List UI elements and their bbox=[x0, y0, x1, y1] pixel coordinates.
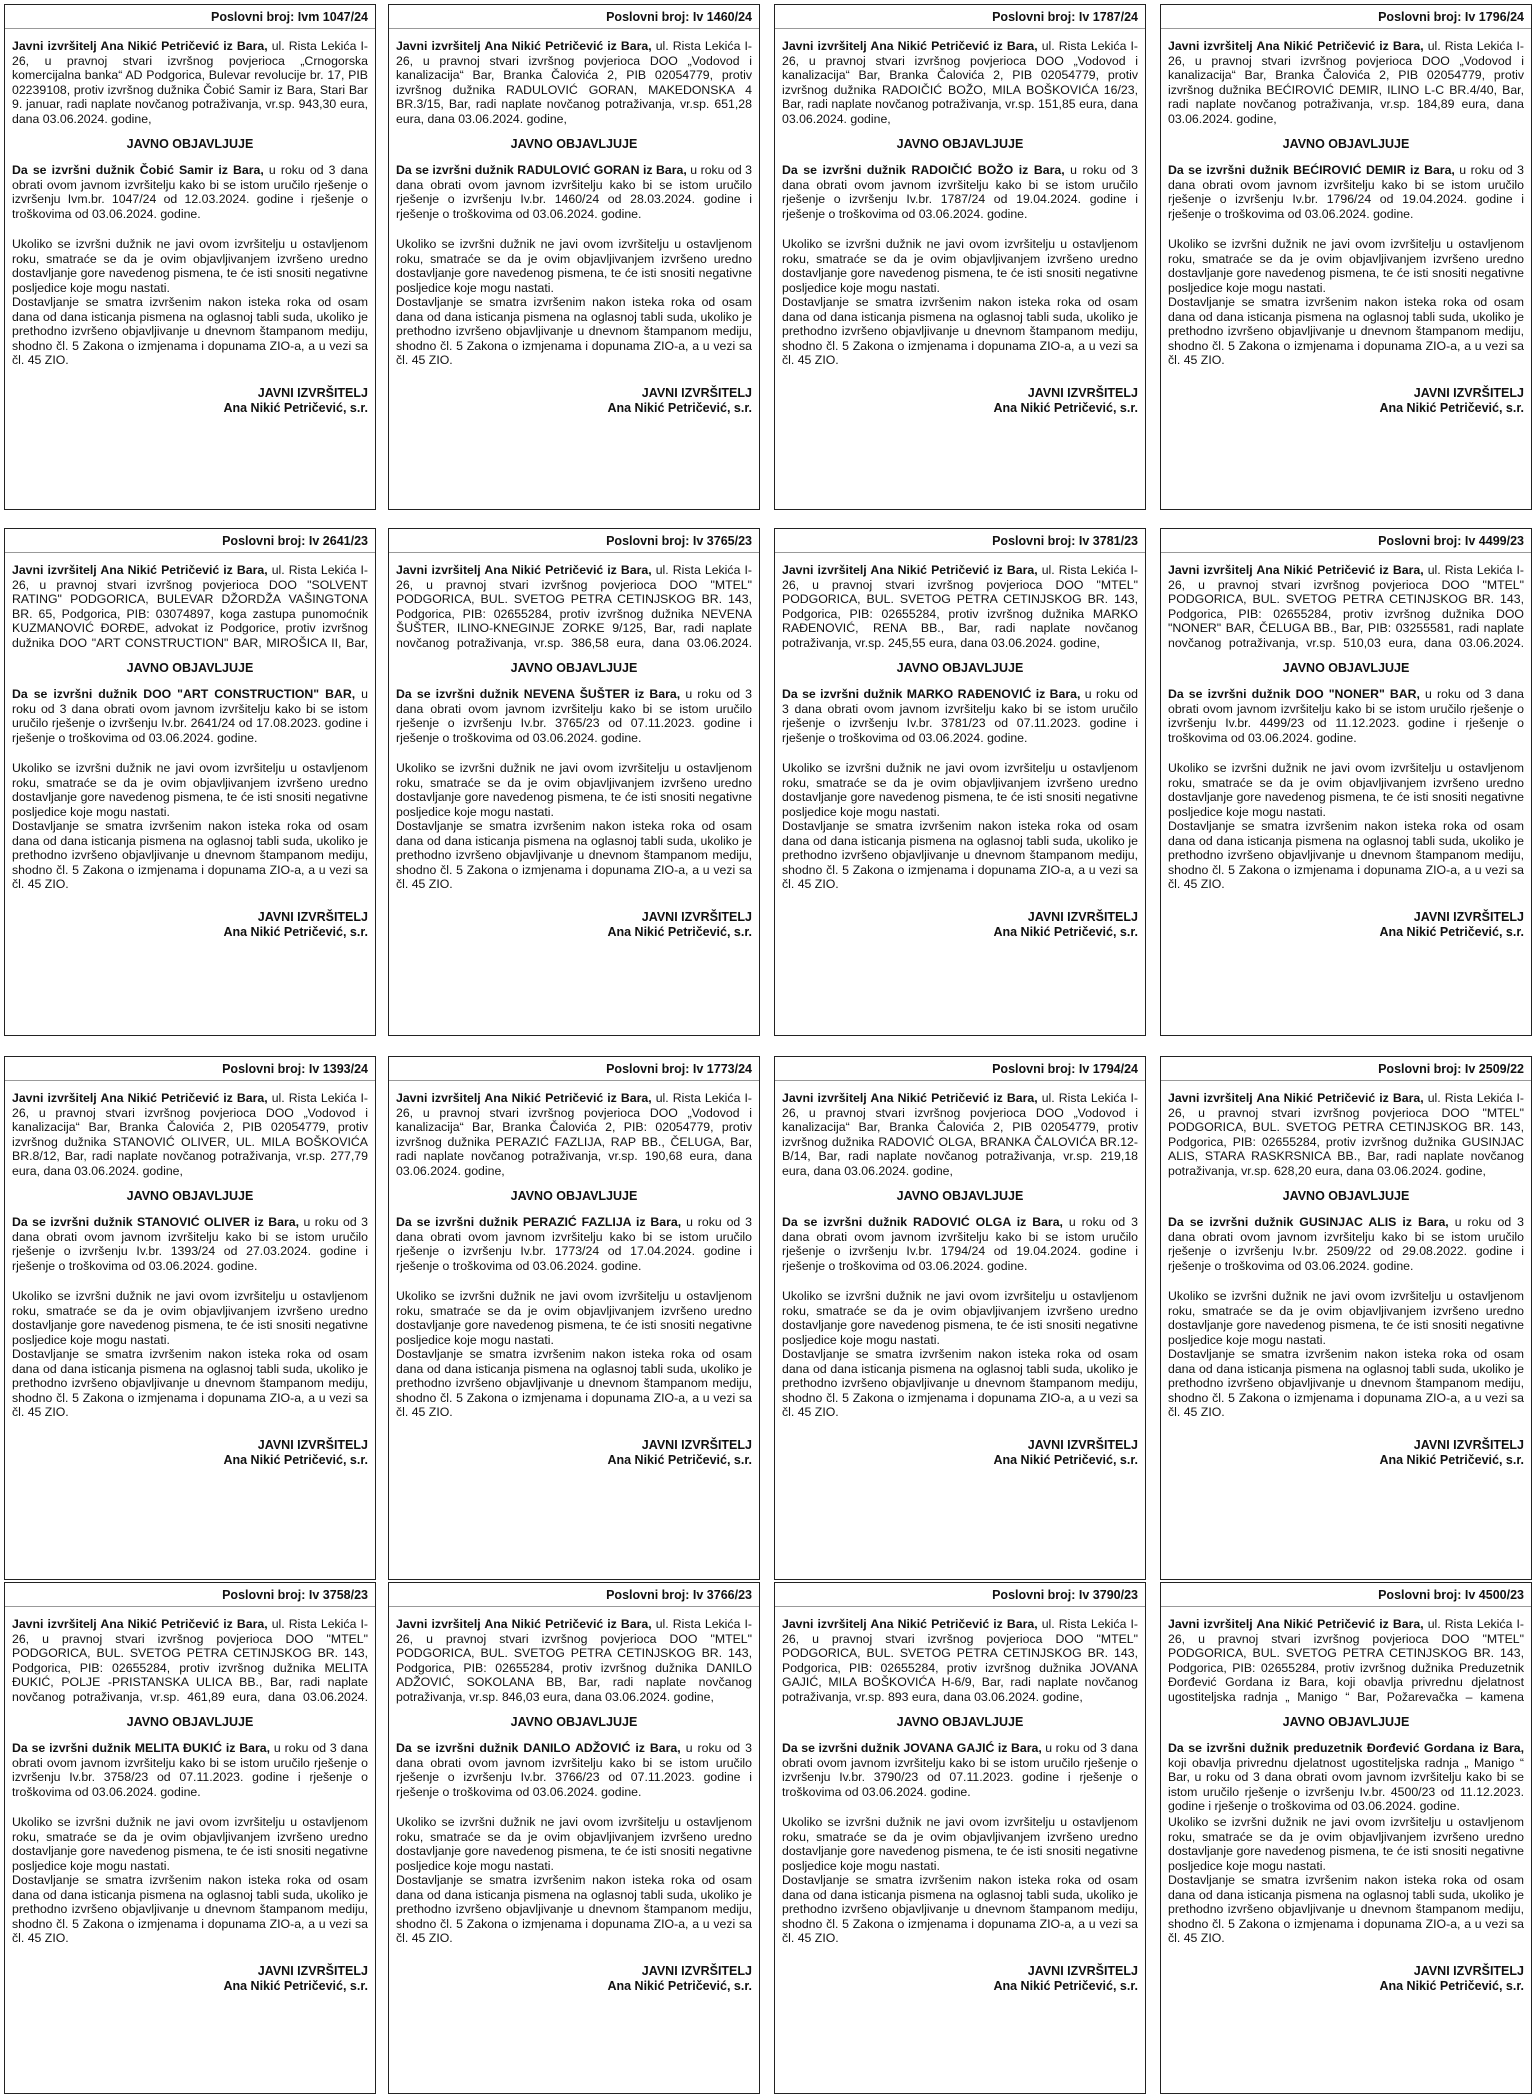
notice-signature bbox=[396, 910, 752, 940]
notice-paragraph-delivery: Dostavljanje se smatra izvršenim nakon isteka roka od osam dana od dana isticanja pismena na oglasnoj tabli suda, ukoliko je prethodno izvršeno objavljivanje u dnevnom štampanom mediju, shodno čl. 5 Zakona o izmjenama i dopunama ZIO-a, a u vezi sa čl. 45 ZIO. bbox=[782, 1347, 1138, 1420]
signature-name: Ana Nikić Petričević, s.r. bbox=[1379, 401, 1524, 415]
notice-intro bbox=[782, 1617, 1138, 1705]
notice-paragraph-delivery: Dostavljanje se smatra izvršenim nakon isteka roka od osam dana od dana isticanja pismena na oglasnoj tabli suda, ukoliko je prethodno izvršeno objavljivanje u dnevnom štampanom mediju, shodno čl. 5 Zakona o izmjenama i dopunama ZIO-a, a u vezi sa čl. 45 ZIO. bbox=[782, 295, 1138, 368]
signature-name: Ana Nikić Petričević, s.r. bbox=[223, 1979, 368, 1993]
case-number: Poslovni broj: Iv 1460/24 bbox=[389, 9, 759, 29]
notice-decision bbox=[12, 163, 368, 237]
signature-title: JAVNI IZVRŠITELJ bbox=[257, 1438, 368, 1452]
notice-paragraph-delivery: Dostavljanje se smatra izvršenim nakon isteka roka od osam dana od dana isticanja pismena na oglasnoj tabli suda, ukoliko je prethodno izvršeno objavljivanje u dnevnom štampanom mediju, shodno čl. 5 Zakona o izmjenama i dopunama ZIO-a, a u vezi sa čl. 45 ZIO. bbox=[1168, 1347, 1524, 1420]
notice-paragraph-delivery: Dostavljanje se smatra izvršenim nakon isteka roka od osam dana od dana isticanja pismena na oglasnoj tabli suda, ukoliko je prethodno izvršeno objavljivanje u dnevnom štampanom mediju, shodno čl. 5 Zakona o izmjenama i dopunama ZIO-a, a u vezi sa čl. 45 ZIO. bbox=[782, 819, 1138, 892]
notice-decision-text: u roku od 3 dana obrati ovom javnom izvršitelju kako bi se istom uručilo rješenje o izvršenju Ivm.br. 1047/24 od 12.03.2024. godine i rješenje o troškovima od 03.06.2024. godine. bbox=[12, 163, 368, 221]
public-notice bbox=[4, 528, 376, 1036]
notice-signature bbox=[1168, 1438, 1524, 1468]
signature-name: Ana Nikić Petričević, s.r. bbox=[607, 1453, 752, 1467]
signature-title: JAVNI IZVRŠITELJ bbox=[1027, 386, 1138, 400]
public-notice bbox=[388, 1056, 760, 1580]
notice-decision bbox=[12, 1215, 368, 1289]
notice-intro bbox=[396, 1091, 752, 1179]
notice-signature bbox=[396, 1438, 752, 1468]
notice-decision-lead: Da se izvršni dužnik STANOVIĆ OLIVER iz Bara, bbox=[12, 1215, 300, 1229]
notice-decision-text: u roku od 3 dana obrati ovom javnom izvršitelju kako bi se istom uručilo rješenje o izvršenju Iv.br. 3765/23 od 07.11.2023. godine i rješenje o troškovima od 03.06.2024. godine. bbox=[396, 687, 752, 745]
public-notice bbox=[388, 4, 760, 510]
notice-heading: JAVNO OBJAVLJUJE bbox=[1282, 137, 1410, 151]
notice-paragraph-consequence: Ukoliko se izvršni dužnik ne javi ovom izvršitelju u ostavljenom roku, smatraće se da je ovim objavljivanjem izvršeno uredno dostavljanje gore navedenog pismena, te će isti snositi negativne posljedice koje mogu nastati. bbox=[782, 1815, 1138, 1873]
notice-intro-lead: Javni izvršitelj Ana Nikić Petričević iz Bara, bbox=[782, 1617, 1038, 1631]
notice-decision bbox=[782, 1741, 1138, 1815]
notice-decision bbox=[1168, 1741, 1524, 1815]
signature-name: Ana Nikić Petričević, s.r. bbox=[1379, 1979, 1524, 1993]
notice-intro bbox=[396, 39, 752, 127]
notice-signature bbox=[12, 1964, 368, 1994]
notice-signature bbox=[782, 386, 1138, 416]
notice-decision-text: u roku od 3 dana obrati ovom javnom izvršitelju kako bi se istom uručilo rješenje o izvršenju Iv.br. 1393/24 od 27.03.2024. godine i rješenje o troškovima od 03.06.2024. godine. bbox=[12, 1215, 368, 1273]
notice-decision-lead: Da se izvršni dužnik PERAZIĆ FAZLIJA iz Bara, bbox=[396, 1215, 682, 1229]
notice-decision-lead: Da se izvršni dužnik JOVANA GAJIĆ iz Bara, bbox=[782, 1741, 1042, 1755]
notice-intro-lead: Javni izvršitelj Ana Nikić Petričević iz Bara, bbox=[1168, 39, 1424, 53]
notice-decision bbox=[782, 1215, 1138, 1289]
notice-intro bbox=[1168, 563, 1524, 651]
notice-decision-text: u roku od 3 dana obrati ovom javnom izvršitelju kako bi se istom uručilo rješenje o izvršenju Iv.br. 2641/24 od 17.08.2023. godine i rješenje o troškovima od 03.06.2024. godine. bbox=[12, 687, 368, 745]
notice-paragraph-consequence: Ukoliko se izvršni dužnik ne javi ovom izvršitelju u ostavljenom roku, smatraće se da je ovim objavljivanjem izvršeno uredno dostavljanje gore navedenog pismena, te će isti snositi negativne posljedice koje mogu nastati. bbox=[12, 1815, 368, 1873]
notice-heading: JAVNO OBJAVLJUJE bbox=[1282, 1715, 1410, 1729]
signature-title: JAVNI IZVRŠITELJ bbox=[1413, 1964, 1524, 1978]
notice-intro-lead: Javni izvršitelj Ana Nikić Petričević iz Bara, bbox=[396, 39, 652, 53]
notice-decision bbox=[396, 1215, 752, 1289]
notice-signature bbox=[12, 1438, 368, 1468]
notice-intro-text: ul. Rista Lekića I-26, u pravnoj stvari izvršnog povjerioca DOO "MTEL" PODGORICA, BUL. SVETOG PETRA CETINJSKOG BR. 143, Podgorica, PIB: 02655284, protiv izvršnog dužnika JOVANA GAJIĆ, MILA BOŠKOVIĆA H-6/9, Bar, radi naplate novčanog potraživanja, vr.sp. 893 eura, dana 03.06.2024. godine, bbox=[782, 1617, 1138, 1704]
signature-name: Ana Nikić Petričević, s.r. bbox=[607, 925, 752, 939]
notice-intro-lead: Javni izvršitelj Ana Nikić Petričević iz Bara, bbox=[782, 1091, 1038, 1105]
notice-intro-text: ul. Rista Lekića I-26, u pravnoj stvari izvršnog povjerioca DOO "MTEL" PODGORICA, BUL. SVETOG PETRA CETINJSKOG BR. 143, Podgorica, PIB: 02655284, protiv izvršnog dužnika MELITA ĐUKIĆ, POLJE -PRISTANSKA ULICA BB., Bar, radi naplate novčanog potraživanja, vr.sp. 461,89 eura, dana 03.06.2024. bbox=[12, 1617, 368, 1704]
signature-title: JAVNI IZVRŠITELJ bbox=[1413, 386, 1524, 400]
notice-intro-text: ul. Rista Lekića I-26, u pravnoj stvari izvršnog povjerioca DOO "MTEL" PODGORICA, BUL. SVETOG PETRA CETINJSKOG BR. 143, Podgorica, PIB: 02655284, protiv izvršnog dužnika DANILO ADŽOVIĆ, SOKOLANA BB, Bar, radi naplate novčanog potraživanja, vr.sp. 846,03 eura, dana 03.06.2024. godine, bbox=[396, 1617, 752, 1704]
notice-intro bbox=[1168, 39, 1524, 127]
notice-intro-text: ul. Rista Lekića I-26, u pravnoj stvari izvršnog povjerioca „Crnogorska komercijalna banka“ AD Podgorica, Bulevar revolucije br. 17, PIB 02239108, protiv izvršnog dužnika Čobić Samir iz Bara, Stari Bar 9. januar, radi naplate novčanog potraživanja, vr.sp. 943,30 eura, dana 03.06.2024. godine, bbox=[12, 39, 368, 126]
public-notice bbox=[388, 1582, 760, 2094]
notice-decision bbox=[12, 687, 368, 761]
notice-decision-text: u roku od 3 dana obrati ovom javnom izvršitelju kako bi se istom uručilo rješenje o izvršenju Iv.br. 1787/24 od 19.04.2024. godine i rješenje o troškovima od 03.06.2024. godine. bbox=[782, 163, 1138, 221]
signature-name: Ana Nikić Petričević, s.r. bbox=[223, 401, 368, 415]
notice-paragraph-delivery: Dostavljanje se smatra izvršenim nakon isteka roka od osam dana od dana isticanja pismena na oglasnoj tabli suda, ukoliko je prethodno izvršeno objavljivanje u dnevnom štampanom mediju, shodno čl. 5 Zakona o izmjenama i dopunama ZIO-a, a u vezi sa čl. 45 ZIO. bbox=[1168, 295, 1524, 368]
notice-paragraph-consequence: Ukoliko se izvršni dužnik ne javi ovom izvršitelju u ostavljenom roku, smatraće se da je ovim objavljivanjem izvršeno uredno dostavljanje gore navedenog pismena, te će isti snositi negativne posljedice koje mogu nastati. bbox=[12, 1289, 368, 1347]
public-notice bbox=[1160, 1582, 1532, 2094]
notice-intro-text: ul. Rista Lekića I-26, u pravnoj stvari izvršnog povjerioca DOO "SOLVENT RATING" PODGORICA, BULEVAR DŽORDŽA VAŠINGTONA BR. 65, Podgorica, PIB: 03074897, koga zastupa punomoćnik KUZMANOVIĆ ĐORĐE, advokat iz Podgorice, protiv izvršnog dužnika DOO "ART CONSTRUCTION" BAR, MIROŠICA II, Bar, bbox=[12, 563, 368, 650]
notice-heading: JAVNO OBJAVLJUJE bbox=[126, 137, 254, 151]
notice-signature bbox=[12, 910, 368, 940]
notice-intro-text: ul. Rista Lekića I-26, u pravnoj stvari izvršnog povjerioca DOO "MTEL" PODGORICA, BUL. SVETOG PETRA CETINJSKOG BR. 143, Podgorica, PIB: 02655284, protiv izvršnog dužnika DOO "NONER" BAR, ČELUGA BB., Bar, PIB: 03255581, radi naplate novčanog potraživanja, vr.sp. 510,03 eura, dana 03.06.2024. bbox=[1168, 563, 1524, 650]
notice-signature bbox=[1168, 386, 1524, 416]
notice-paragraph-delivery: Dostavljanje se smatra izvršenim nakon isteka roka od osam dana od dana isticanja pismena na oglasnoj tabli suda, ukoliko je prethodno izvršeno objavljivanje u dnevnom štampanom mediju, shodno čl. 5 Zakona o izmjenama i dopunama ZIO-a, a u vezi sa čl. 45 ZIO. bbox=[396, 1347, 752, 1420]
notice-paragraph-consequence: Ukoliko se izvršni dužnik ne javi ovom izvršitelju u ostavljenom roku, smatraće se da je ovim objavljivanjem izvršeno uredno dostavljanje gore navedenog pismena, te će isti snositi negativne posljedice koje mogu nastati. bbox=[1168, 237, 1524, 295]
case-number: Poslovni broj: Ivm 1047/24 bbox=[5, 9, 375, 29]
notice-intro-text: ul. Rista Lekića I-26, u pravnoj stvari izvršnog povjerioca DOO "MTEL" PODGORICA, BUL. SVETOG PETRA CETINJSKOG BR. 143, Podgorica, PIB: 02655284, protiv izvršnog dužnika GUSINJAC ALIS, STARA RASKRSNICA BB., Bar, radi naplate novčanog potraživanja, vr.sp. 628,20 eura, dana 03.06.2024. godine, bbox=[1168, 1091, 1524, 1178]
notice-heading: JAVNO OBJAVLJUJE bbox=[896, 1189, 1024, 1203]
notice-intro-lead: Javni izvršitelj Ana Nikić Petričević iz Bara, bbox=[12, 1091, 268, 1105]
case-number: Poslovni broj: Iv 3781/23 bbox=[775, 533, 1145, 553]
notice-decision-text: koji obavlja privrednu djelatnost ugostiteljska radnja „ Manigo “ Bar, u roku od 3 dana obrati ovom javnom izvršitelju kako bi se istom uručilo rješenje o izvršenju Iv.br. 4500/23 od 11.12.2023. godine i rješenje o troškovima od 03.06.2024. godine. bbox=[1168, 1755, 1524, 1814]
notice-paragraph-consequence: Ukoliko se izvršni dužnik ne javi ovom izvršitelju u ostavljenom roku, smatraće se da je ovim objavljivanjem izvršeno uredno dostavljanje gore navedenog pismena, te će isti snositi negativne posljedice koje mogu nastati. bbox=[396, 237, 752, 295]
notice-signature bbox=[1168, 910, 1524, 940]
notice-paragraph-consequence: Ukoliko se izvršni dužnik ne javi ovom izvršitelju u ostavljenom roku, smatraće se da je ovim objavljivanjem izvršeno uredno dostavljanje gore navedenog pismena, te će isti snositi negativne posljedice koje mogu nastati. bbox=[1168, 1815, 1524, 1873]
notice-decision-lead: Da se izvršni dužnik DOO "NONER" BAR, bbox=[1168, 687, 1420, 701]
notice-decision bbox=[782, 163, 1138, 237]
notice-intro bbox=[782, 39, 1138, 127]
signature-name: Ana Nikić Petričević, s.r. bbox=[993, 1453, 1138, 1467]
notice-intro-lead: Javni izvršitelj Ana Nikić Petričević iz Bara, bbox=[396, 1617, 652, 1631]
public-notice bbox=[1160, 1056, 1532, 1580]
notice-decision bbox=[1168, 1215, 1524, 1289]
signature-title: JAVNI IZVRŠITELJ bbox=[641, 386, 752, 400]
signature-title: JAVNI IZVRŠITELJ bbox=[257, 910, 368, 924]
notice-intro-text: ul. Rista Lekića I-26, u pravnoj stvari izvršnog povjerioca DOO „Vodovod i kanalizacija“ Bar, Branka Čalovića 2, PIB 02054779, protiv izvršnog dužnika RADULOVIĆ GORAN, MAKEDONSKA 4 BR.3/15, Bar, radi naplate novčanog potraživanja, vr.sp. 651,28 eura, dana 03.06.2024. godine, bbox=[396, 39, 752, 126]
notice-decision-lead: Da se izvršni dužnik NEVENA ŠUŠTER iz Bara, bbox=[396, 687, 681, 701]
notice-intro bbox=[396, 1617, 752, 1705]
notice-paragraph-consequence: Ukoliko se izvršni dužnik ne javi ovom izvršitelju u ostavljenom roku, smatraće se da je ovim objavljivanjem izvršeno uredno dostavljanje gore navedenog pismena, te će isti snositi negativne posljedice koje mogu nastati. bbox=[1168, 1289, 1524, 1347]
notice-paragraph-consequence: Ukoliko se izvršni dužnik ne javi ovom izvršitelju u ostavljenom roku, smatraće se da je ovim objavljivanjem izvršeno uredno dostavljanje gore navedenog pismena, te će isti snositi negativne posljedice koje mogu nastati. bbox=[396, 1815, 752, 1873]
signature-title: JAVNI IZVRŠITELJ bbox=[1027, 910, 1138, 924]
notice-decision-text: u roku od 3 dana obrati ovom javnom izvršitelju kako bi se istom uručilo rješenje o izvršenju Iv.br. 2509/22 od 29.08.2022. godine i rješenje o troškovima od 03.06.2024. godine. bbox=[1168, 1215, 1524, 1273]
notice-intro-text: ul. Rista Lekića I-26, u pravnoj stvari izvršnog povjerioca DOO "MTEL" PODGORICA, BUL. SVETOG PETRA CETINJSKOG BR. 143, Podgorica, PIB: 02655284, protiv izvršnog dužnika MARKO RAĐENOVIĆ, RENA BB., Bar, radi naplate novčanog potraživanja, vr.sp. 245,55 eura, dana 03.06.2024. godine, bbox=[782, 563, 1138, 650]
case-number: Poslovni broj: Iv 1773/24 bbox=[389, 1061, 759, 1081]
notice-intro-lead: Javni izvršitelj Ana Nikić Petričević iz Bara, bbox=[1168, 1617, 1424, 1631]
notice-intro-text: ul. Rista Lekića I-26, u pravnoj stvari izvršnog povjerioca DOO „Vodovod i kanalizacija“ Bar, Branka Čalovića 2, PIB 02054779, protiv izvršnog dužnika BEĆIROVIĆ DEMIR, ILINO L-C BR.4/40, Bar, radi naplate novčanog potraživanja, vr.sp. 184,89 eura, dana 03.06.2024. godine, bbox=[1168, 39, 1524, 126]
notice-signature bbox=[1168, 1964, 1524, 1994]
notice-heading: JAVNO OBJAVLJUJE bbox=[1282, 1189, 1410, 1203]
case-number: Poslovni broj: Iv 2641/23 bbox=[5, 533, 375, 553]
signature-name: Ana Nikić Petričević, s.r. bbox=[993, 401, 1138, 415]
notice-heading: JAVNO OBJAVLJUJE bbox=[896, 661, 1024, 675]
signature-title: JAVNI IZVRŠITELJ bbox=[1413, 910, 1524, 924]
case-number: Poslovni broj: Iv 1787/24 bbox=[775, 9, 1145, 29]
notice-intro bbox=[782, 1091, 1138, 1179]
notice-decision bbox=[396, 1741, 752, 1815]
notice-paragraph-consequence: Ukoliko se izvršni dužnik ne javi ovom izvršitelju u ostavljenom roku, smatraće se da je ovim objavljivanjem izvršeno uredno dostavljanje gore navedenog pismena, te će isti snositi negativne posljedice koje mogu nastati. bbox=[782, 1289, 1138, 1347]
notice-paragraph-consequence: Ukoliko se izvršni dužnik ne javi ovom izvršitelju u ostavljenom roku, smatraće se da je ovim objavljivanjem izvršeno uredno dostavljanje gore navedenog pismena, te će isti snositi negativne posljedice koje mogu nastati. bbox=[782, 761, 1138, 819]
notice-intro-text: ul. Rista Lekića I-26, u pravnoj stvari izvršnog povjerioca DOO „Vodovod i kanalizacija“ Bar, Branka Čalovića 2, PIB 02054779, protiv izvršnog dužnika RADOIČIĆ BOŽO, MILA BOŠKOVIĆA 16/23, Bar, radi naplate novčanog potraživanja, vr.sp. 151,85 eura, dana 03.06.2024. godine, bbox=[782, 39, 1138, 126]
notice-heading: JAVNO OBJAVLJUJE bbox=[126, 1715, 254, 1729]
notice-decision bbox=[396, 163, 752, 237]
case-number: Poslovni broj: Iv 3758/23 bbox=[5, 1587, 375, 1607]
notice-decision-lead: Da se izvršni dužnik Čobić Samir iz Bara, bbox=[12, 163, 264, 177]
notice-decision bbox=[1168, 163, 1524, 237]
notice-intro bbox=[1168, 1091, 1524, 1179]
notice-signature bbox=[396, 386, 752, 416]
notice-paragraph-consequence: Ukoliko se izvršni dužnik ne javi ovom izvršitelju u ostavljenom roku, smatraće se da je ovim objavljivanjem izvršeno uredno dostavljanje gore navedenog pismena, te će isti snositi negativne posljedice koje mogu nastati. bbox=[396, 1289, 752, 1347]
notice-intro-text: ul. Rista Lekića I-26, u pravnoj stvari izvršnog povjerioca DOO "MTEL" PODGORICA, BUL. SVETOG PETRA CETINJSKOG BR. 143, Podgorica, PIB: 02655284, protiv izvršnog dužnika Preduzetnik Đorđević Gordana iz Bara, koji obavlja privrednu djelatnost ugostiteljska radnja „ Manigo “ Bar, Požarevačka – kamena bbox=[1168, 1617, 1524, 1704]
public-notice bbox=[388, 528, 760, 1036]
notice-decision-lead: Da se izvršni dužnik preduzetnik Đorđević Gordana iz Bara, bbox=[1168, 1741, 1524, 1755]
notice-paragraph-delivery: Dostavljanje se smatra izvršenim nakon isteka roka od osam dana od dana isticanja pismena na oglasnoj tabli suda, ukoliko je prethodno izvršeno objavljivanje u dnevnom štampanom mediju, shodno čl. 5 Zakona o izmjenama i dopunama ZIO-a, a u vezi sa čl. 45 ZIO. bbox=[1168, 1873, 1524, 1946]
notice-paragraph-delivery: Dostavljanje se smatra izvršenim nakon isteka roka od osam dana od dana isticanja pismena na oglasnoj tabli suda, ukoliko je prethodno izvršeno objavljivanje u dnevnom štampanom mediju, shodno čl. 5 Zakona o izmjenama i dopunama ZIO-a, a u vezi sa čl. 45 ZIO. bbox=[1168, 819, 1524, 892]
notice-intro bbox=[12, 1091, 368, 1179]
notice-decision-lead: Da se izvršni dužnik MARKO RAĐENOVIĆ iz Bara, bbox=[782, 687, 1081, 701]
notice-decision-text: u roku od 3 dana obrati ovom javnom izvršitelju kako bi se istom uručilo rješenje o izvršenju Iv.br. 3758/23 od 07.11.2023. godine i rješenje o troškovima od 03.06.2024. godine. bbox=[12, 1741, 368, 1799]
notice-decision-text: u roku od 3 dana obrati ovom javnom izvršitelju kako bi se istom uručilo rješenje o izvršenju Iv.br. 1460/24 od 28.03.2024. godine i rješenje o troškovima od 03.06.2024. godine. bbox=[396, 163, 752, 221]
notice-decision-lead: Da se izvršni dužnik GUSINJAC ALIS iz Bara, bbox=[1168, 1215, 1449, 1229]
notice-heading: JAVNO OBJAVLJUJE bbox=[510, 1189, 638, 1203]
notice-intro-lead: Javni izvršitelj Ana Nikić Petričević iz Bara, bbox=[782, 563, 1038, 577]
notice-intro bbox=[1168, 1617, 1524, 1705]
notice-decision-text: u roku od 3 dana obrati ovom javnom izvršitelju kako bi se istom uručilo rješenje o izvršenju Iv.br. 1794/24 od 19.04.2024. godine i rješenje o troškovima od 03.06.2024. godine. bbox=[782, 1215, 1138, 1273]
notice-heading: JAVNO OBJAVLJUJE bbox=[510, 137, 638, 151]
notice-signature bbox=[782, 910, 1138, 940]
notice-heading: JAVNO OBJAVLJUJE bbox=[510, 661, 638, 675]
signature-name: Ana Nikić Petričević, s.r. bbox=[993, 925, 1138, 939]
notice-signature bbox=[782, 1964, 1138, 1994]
signature-name: Ana Nikić Petričević, s.r. bbox=[1379, 925, 1524, 939]
notice-paragraph-delivery: Dostavljanje se smatra izvršenim nakon isteka roka od osam dana od dana isticanja pismena na oglasnoj tabli suda, ukoliko je prethodno izvršeno objavljivanje u dnevnom štampanom mediju, shodno čl. 5 Zakona o izmjenama i dopunama ZIO-a, a u vezi sa čl. 45 ZIO. bbox=[396, 819, 752, 892]
notice-heading: JAVNO OBJAVLJUJE bbox=[1282, 661, 1410, 675]
public-notice bbox=[1160, 4, 1532, 510]
notice-intro-lead: Javni izvršitelj Ana Nikić Petričević iz Bara, bbox=[12, 563, 268, 577]
notice-intro-lead: Javni izvršitelj Ana Nikić Petričević iz Bara, bbox=[12, 1617, 268, 1631]
notice-decision-lead: Da se izvršni dužnik DANILO ADŽOVIĆ iz Bara, bbox=[396, 1741, 681, 1755]
notice-decision-text: u roku od 3 dana obrati ovom javnom izvršitelju kako bi se istom uručilo rješenje o izvršenju Iv.br. 3781/23 od 07.11.2023. godine i rješenje o troškovima od 03.06.2024. godine. bbox=[782, 687, 1138, 745]
notice-heading: JAVNO OBJAVLJUJE bbox=[896, 137, 1024, 151]
signature-name: Ana Nikić Petričević, s.r. bbox=[223, 1453, 368, 1467]
public-notice bbox=[4, 1582, 376, 2094]
notice-heading: JAVNO OBJAVLJUJE bbox=[126, 661, 254, 675]
notice-intro-lead: Javni izvršitelj Ana Nikić Petričević iz Bara, bbox=[396, 563, 652, 577]
notice-intro-lead: Javni izvršitelj Ana Nikić Petričević iz Bara, bbox=[1168, 1091, 1424, 1105]
signature-name: Ana Nikić Petričević, s.r. bbox=[223, 925, 368, 939]
public-notice bbox=[4, 4, 376, 510]
case-number: Poslovni broj: Iv 4500/23 bbox=[1161, 1587, 1531, 1607]
signature-title: JAVNI IZVRŠITELJ bbox=[641, 1964, 752, 1978]
notice-decision-text: u roku od 3 dana obrati ovom javnom izvršitelju kako bi se istom uručilo rješenje o izvršenju Iv.br. 3766/23 od 07.11.2023. godine i rješenje o troškovima od 03.06.2024. godine. bbox=[396, 1741, 752, 1799]
notice-intro-lead: Javni izvršitelj Ana Nikić Petričević iz Bara, bbox=[12, 39, 268, 53]
notice-decision-lead: Da se izvršni dužnik RADOVIĆ OLGA iz Bara, bbox=[782, 1215, 1063, 1229]
notice-intro-lead: Javni izvršitelj Ana Nikić Petričević iz Bara, bbox=[782, 39, 1038, 53]
public-notice bbox=[774, 528, 1146, 1036]
public-notice bbox=[4, 1056, 376, 1580]
notice-decision-lead: Da se izvršni dužnik BEĆIROVIĆ DEMIR iz Bara, bbox=[1168, 163, 1455, 177]
case-number: Poslovni broj: Iv 1393/24 bbox=[5, 1061, 375, 1081]
public-notice bbox=[774, 1582, 1146, 2094]
notice-intro-lead: Javni izvršitelj Ana Nikić Petričević iz Bara, bbox=[396, 1091, 652, 1105]
notice-decision-lead: Da se izvršni dužnik MELITA ĐUKIĆ iz Bara, bbox=[12, 1741, 271, 1755]
public-notice bbox=[1160, 528, 1532, 1036]
signature-title: JAVNI IZVRŠITELJ bbox=[1413, 1438, 1524, 1452]
notice-paragraph-delivery: Dostavljanje se smatra izvršenim nakon isteka roka od osam dana od dana isticanja pismena na oglasnoj tabli suda, ukoliko je prethodno izvršeno objavljivanje u dnevnom štampanom mediju, shodno čl. 5 Zakona o izmjenama i dopunama ZIO-a, a u vezi sa čl. 45 ZIO. bbox=[12, 1873, 368, 1946]
signature-name: Ana Nikić Petričević, s.r. bbox=[1379, 1453, 1524, 1467]
notice-heading: JAVNO OBJAVLJUJE bbox=[896, 1715, 1024, 1729]
signature-title: JAVNI IZVRŠITELJ bbox=[641, 1438, 752, 1452]
case-number: Poslovni broj: Iv 3766/23 bbox=[389, 1587, 759, 1607]
notice-decision-text: u roku od 3 dana obrati ovom javnom izvršitelju kako bi se istom uručilo rješenje o izvršenju Iv.br. 1773/24 od 17.04.2024. godine i rješenje o troškovima od 03.06.2024. godine. bbox=[396, 1215, 752, 1273]
notice-heading: JAVNO OBJAVLJUJE bbox=[510, 1715, 638, 1729]
notice-paragraph-delivery: Dostavljanje se smatra izvršenim nakon isteka roka od osam dana od dana isticanja pismena na oglasnoj tabli suda, ukoliko je prethodno izvršeno objavljivanje u dnevnom štampanom mediju, shodno čl. 5 Zakona o izmjenama i dopunama ZIO-a, a u vezi sa čl. 45 ZIO. bbox=[12, 819, 368, 892]
signature-title: JAVNI IZVRŠITELJ bbox=[257, 386, 368, 400]
notice-intro bbox=[396, 563, 752, 651]
notice-decision bbox=[1168, 687, 1524, 761]
signature-title: JAVNI IZVRŠITELJ bbox=[1027, 1438, 1138, 1452]
signature-title: JAVNI IZVRŠITELJ bbox=[257, 1964, 368, 1978]
notice-heading: JAVNO OBJAVLJUJE bbox=[126, 1189, 254, 1203]
signature-title: JAVNI IZVRŠITELJ bbox=[641, 910, 752, 924]
notice-paragraph-consequence: Ukoliko se izvršni dužnik ne javi ovom izvršitelju u ostavljenom roku, smatraće se da je ovim objavljivanjem izvršeno uredno dostavljanje gore navedenog pismena, te će isti snositi negativne posljedice koje mogu nastati. bbox=[12, 237, 368, 295]
notice-intro bbox=[12, 39, 368, 127]
notice-intro-text: ul. Rista Lekića I-26, u pravnoj stvari izvršnog povjerioca DOO "MTEL" PODGORICA, BUL. SVETOG PETRA CETINJSKOG BR. 143, Podgorica, PIB: 02655284, protiv izvršnog dužnika NEVENA ŠUŠTER, ILINO-KNEGINJE ZORKE 9/125, Bar, radi naplate novčanog potraživanja, vr.sp. 386,58 eura, dana 03.06.2024. bbox=[396, 563, 752, 650]
notice-signature bbox=[782, 1438, 1138, 1468]
case-number: Poslovni broj: Iv 2509/22 bbox=[1161, 1061, 1531, 1081]
notice-paragraph-consequence: Ukoliko se izvršni dužnik ne javi ovom izvršitelju u ostavljenom roku, smatraće se da je ovim objavljivanjem izvršeno uredno dostavljanje gore navedenog pismena, te će isti snositi negativne posljedice koje mogu nastati. bbox=[1168, 761, 1524, 819]
case-number: Poslovni broj: Iv 4499/23 bbox=[1161, 533, 1531, 553]
case-number: Poslovni broj: Iv 1794/24 bbox=[775, 1061, 1145, 1081]
notice-decision-text: u roku od 3 dana obrati ovom javnom izvršitelju kako bi se istom uručilo rješenje o izvršenju Iv.br. 4499/23 od 11.12.2023. godine i rješenje o troškovima od 03.06.2024. godine. bbox=[1168, 687, 1524, 745]
notice-decision-lead: Da se izvršni dužnik RADULOVIĆ GORAN iz Bara, bbox=[396, 163, 687, 177]
notice-paragraph-delivery: Dostavljanje se smatra izvršenim nakon isteka roka od osam dana od dana isticanja pismena na oglasnoj tabli suda, ukoliko je prethodno izvršeno objavljivanje u dnevnom štampanom mediju, shodno čl. 5 Zakona o izmjenama i dopunama ZIO-a, a u vezi sa čl. 45 ZIO. bbox=[396, 295, 752, 368]
notice-intro-text: ul. Rista Lekića I-26, u pravnoj stvari izvršnog povjerioca DOO „Vodovod i kanalizacija“ Bar, Branka Čalovića 2, PIB 02054779, protiv izvršnog dužnika RADOVIĆ OLGA, BRANKA ČALOVIĆA BR.12-B/14, Bar, radi naplate novčanog potraživanja, vr.sp. 219,18 eura, dana 03.06.2024. godine, bbox=[782, 1091, 1138, 1178]
notice-intro bbox=[12, 563, 368, 651]
notice-intro-text: ul. Rista Lekića I-26, u pravnoj stvari izvršnog povjerioca DOO „Vodovod i kanalizacija“ Bar, Branka Čalovića 2, PIB: 02054779, protiv izvršnog dužnika PERAZIĆ FAZLIJA, RAP BB., ČELUGA, Bar, radi naplate novčanog potraživanja, vr.sp. 190,68 eura, dana 03.06.2024. godine, bbox=[396, 1091, 752, 1178]
notice-decision bbox=[396, 687, 752, 761]
notice-intro bbox=[12, 1617, 368, 1705]
notice-paragraph-delivery: Dostavljanje se smatra izvršenim nakon isteka roka od osam dana od dana isticanja pismena na oglasnoj tabli suda, ukoliko je prethodno izvršeno objavljivanje u dnevnom štampanom mediju, shodno čl. 5 Zakona o izmjenama i dopunama ZIO-a, a u vezi sa čl. 45 ZIO. bbox=[12, 295, 368, 368]
notice-signature bbox=[12, 386, 368, 416]
notice-intro-text: ul. Rista Lekića I-26, u pravnoj stvari izvršnog povjerioca DOO „Vodovod i kanalizacija“ Bar, Branka Čalovića 2, PIB 02054779, protiv izvršnog dužnika STANOVIĆ OLIVER, UL. MILA BOŠKOVIĆA BR.8/12, Bar, radi naplate novčanog potraživanja, vr.sp. 277,79 eura, dana 03.06.2024. godine, bbox=[12, 1091, 368, 1178]
notice-paragraph-delivery: Dostavljanje se smatra izvršenim nakon isteka roka od osam dana od dana isticanja pismena na oglasnoj tabli suda, ukoliko je prethodno izvršeno objavljivanje u dnevnom štampanom mediju, shodno čl. 5 Zakona o izmjenama i dopunama ZIO-a, a u vezi sa čl. 45 ZIO. bbox=[782, 1873, 1138, 1946]
public-notice bbox=[774, 1056, 1146, 1580]
notice-decision bbox=[782, 687, 1138, 761]
case-number: Poslovni broj: Iv 3765/23 bbox=[389, 533, 759, 553]
notice-decision-text: u roku od 3 dana obrati ovom javnom izvršitelju kako bi se istom uručilo rješenje o izvršenju Iv.br. 3790/23 od 07.11.2023. godine i rješenje o troškovima od 03.06.2024. godine. bbox=[782, 1741, 1138, 1799]
notice-paragraph-consequence: Ukoliko se izvršni dužnik ne javi ovom izvršitelju u ostavljenom roku, smatraće se da je ovim objavljivanjem izvršeno uredno dostavljanje gore navedenog pismena, te će isti snositi negativne posljedice koje mogu nastati. bbox=[782, 237, 1138, 295]
public-notice bbox=[774, 4, 1146, 510]
signature-name: Ana Nikić Petričević, s.r. bbox=[993, 1979, 1138, 1993]
notice-paragraph-delivery: Dostavljanje se smatra izvršenim nakon isteka roka od osam dana od dana isticanja pismena na oglasnoj tabli suda, ukoliko je prethodno izvršeno objavljivanje u dnevnom štampanom mediju, shodno čl. 5 Zakona o izmjenama i dopunama ZIO-a, a u vezi sa čl. 45 ZIO. bbox=[12, 1347, 368, 1420]
case-number: Poslovni broj: Iv 1796/24 bbox=[1161, 9, 1531, 29]
signature-title: JAVNI IZVRŠITELJ bbox=[1027, 1964, 1138, 1978]
notice-paragraph-consequence: Ukoliko se izvršni dužnik ne javi ovom izvršitelju u ostavljenom roku, smatraće se da je ovim objavljivanjem izvršeno uredno dostavljanje gore navedenog pismena, te će isti snositi negativne posljedice koje mogu nastati. bbox=[396, 761, 752, 819]
notice-signature bbox=[396, 1964, 752, 1994]
notice-decision-lead: Da se izvršni dužnik RADOIČIĆ BOŽO iz Bara, bbox=[782, 163, 1065, 177]
case-number: Poslovni broj: Iv 3790/23 bbox=[775, 1587, 1145, 1607]
notice-decision-lead: Da se izvršni dužnik DOO "ART CONSTRUCTION" BAR, bbox=[12, 687, 356, 701]
notice-decision bbox=[12, 1741, 368, 1815]
notice-paragraph-consequence: Ukoliko se izvršni dužnik ne javi ovom izvršitelju u ostavljenom roku, smatraće se da je ovim objavljivanjem izvršeno uredno dostavljanje gore navedenog pismena, te će isti snositi negativne posljedice koje mogu nastati. bbox=[12, 761, 368, 819]
signature-name: Ana Nikić Petričević, s.r. bbox=[607, 401, 752, 415]
notice-paragraph-delivery: Dostavljanje se smatra izvršenim nakon isteka roka od osam dana od dana isticanja pismena na oglasnoj tabli suda, ukoliko je prethodno izvršeno objavljivanje u dnevnom štampanom mediju, shodno čl. 5 Zakona o izmjenama i dopunama ZIO-a, a u vezi sa čl. 45 ZIO. bbox=[396, 1873, 752, 1946]
notice-intro-lead: Javni izvršitelj Ana Nikić Petričević iz Bara, bbox=[1168, 563, 1424, 577]
notice-intro bbox=[782, 563, 1138, 651]
notice-decision-text: u roku od 3 dana obrati ovom javnom izvršitelju kako bi se istom uručilo rješenje o izvršenju Iv.br. 1796/24 od 19.04.2024. godine i rješenje o troškovima od 03.06.2024. godine. bbox=[1168, 163, 1524, 221]
signature-name: Ana Nikić Petričević, s.r. bbox=[607, 1979, 752, 1993]
